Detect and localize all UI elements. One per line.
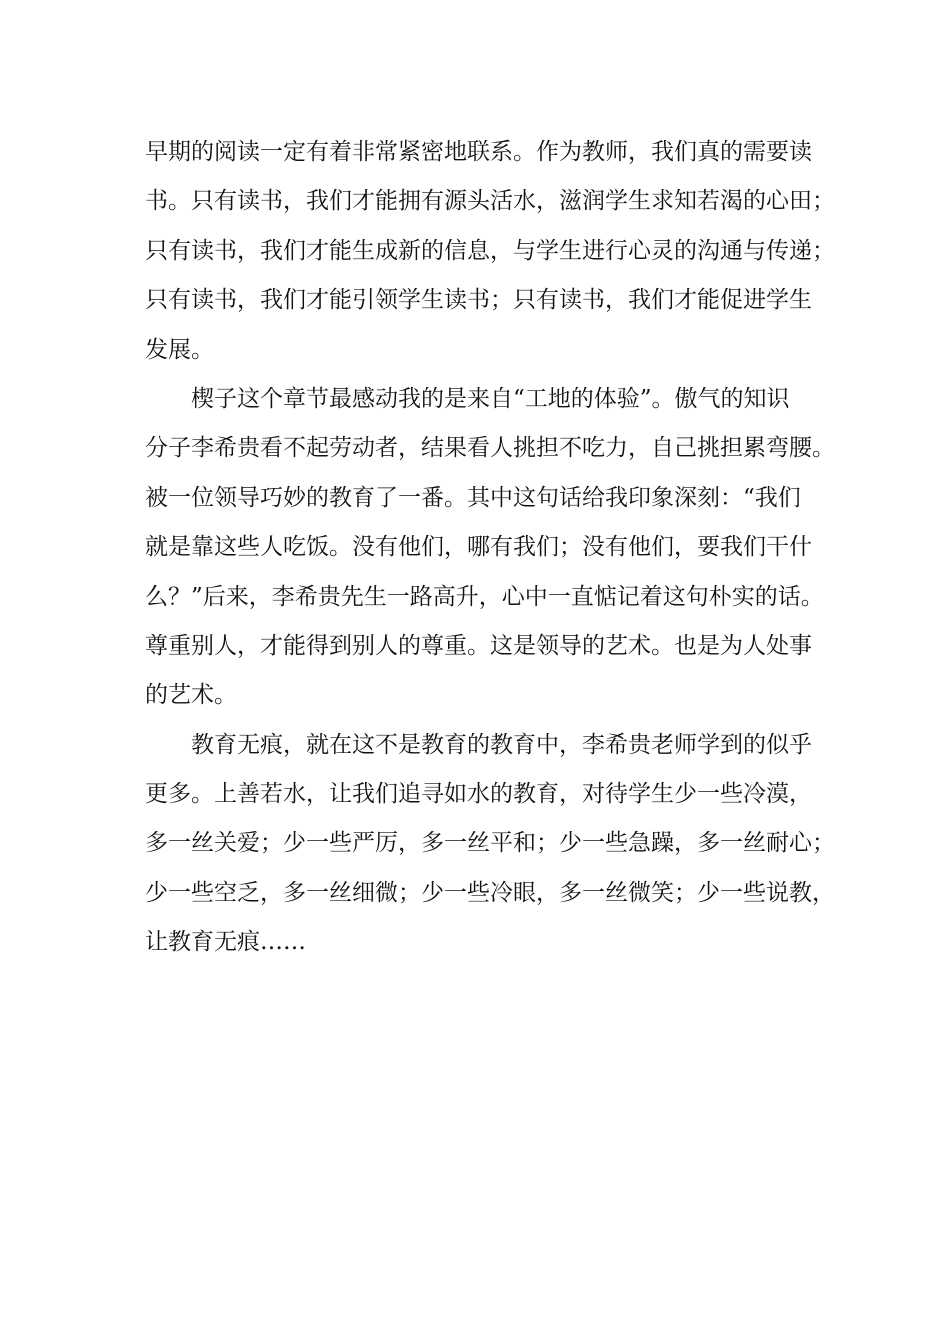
paragraph-first-line: 楔子这个章节最感动我的是来自“工地的体验”。傲气的知识: [191, 385, 790, 412]
paragraph-line: 的艺术。: [145, 682, 237, 709]
paragraph-line: 被一位领导巧妙的教育了一番。其中这句话给我印象深刻：“我们: [145, 484, 801, 511]
paragraph-line: 尊重别人，才能得到别人的尊重。这是领导的艺术。也是为人处事: [145, 632, 812, 659]
paragraph-line: 只有读书，我们才能引领学生读书；只有读书，我们才能促进学生: [145, 287, 812, 314]
paragraph-line: 就是靠这些人吃饭。没有他们，哪有我们；没有他们，要我们干什: [145, 534, 812, 561]
paragraph-first-line: 教育无痕，就在这不是教育的教育中，李希贵老师学到的似乎: [191, 731, 812, 758]
paragraph-line: 早期的阅读一定有着非常紧密地联系。作为教师，我们真的需要读: [145, 139, 812, 165]
paragraph-line: 么？”后来，李希贵先生一路高升，心中一直惦记着这句朴实的话。: [145, 583, 824, 610]
paragraph-3: [145, 721, 835, 968]
paragraph-line: 书。只有读书，我们才能拥有源头活水，滋润学生求知若渴的心田；: [145, 188, 835, 215]
paragraph-line: 少一些空乏，多一丝细微；少一些冷眼，多一丝微笑；少一些说教，: [145, 879, 835, 906]
paragraph-line: 让教育无痕……: [145, 929, 306, 956]
paragraph-1: [145, 128, 835, 375]
paragraph-line: 只有读书，我们才能生成新的信息，与学生进行心灵的沟通与传递；: [145, 237, 835, 264]
paragraph-line: 发展。: [145, 336, 214, 363]
paragraph-line: 分子李希贵看不起劳动者，结果看人挑担不吃力，自己挑担累弯腰。: [145, 435, 835, 462]
paragraph-2: [145, 375, 835, 721]
paragraph-line: 多一丝关爱；少一些严厉，多一丝平和；少一些急躁，多一丝耐心；: [145, 830, 835, 857]
document-body: [145, 128, 835, 968]
paragraph-line: 更多。上善若水，让我们追寻如水的教育，对待学生少一些冷漠，: [145, 781, 812, 808]
